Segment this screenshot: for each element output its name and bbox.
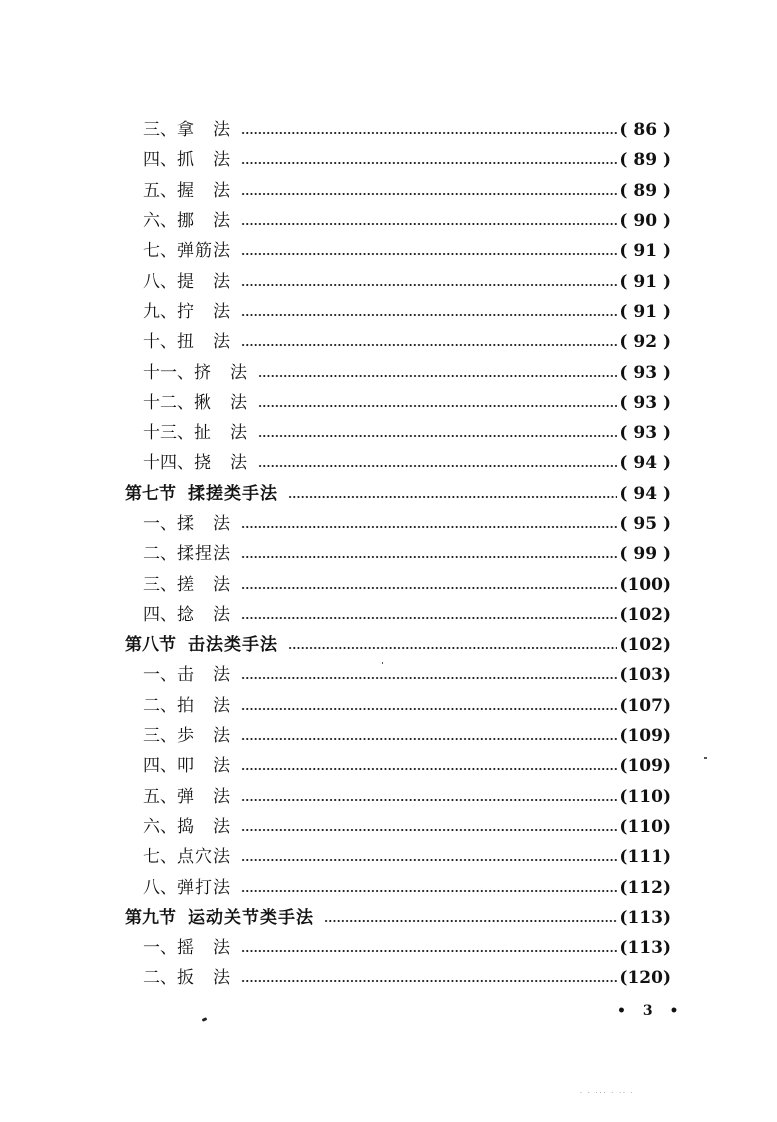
entry-number: 四、: [143, 604, 177, 625]
toc-entry[interactable]: [125, 236, 671, 266]
dot-leader: [241, 223, 617, 225]
entry-number: 五、: [143, 180, 177, 201]
toc-entry[interactable]: [125, 872, 671, 902]
entry-page: (110): [619, 816, 671, 837]
dot-leader: [258, 435, 617, 437]
dot-leader: [241, 344, 617, 346]
entry-number: 五、: [143, 786, 177, 807]
ink-speck: [704, 757, 707, 759]
section-number: 第九节: [125, 907, 176, 928]
entry-title: 揪 法: [194, 392, 248, 413]
entry-number: 八、: [143, 877, 177, 898]
toc-entry[interactable]: [125, 206, 671, 236]
entry-number: 十四、: [143, 453, 194, 474]
dot-leader: [241, 526, 617, 528]
dot-leader: [241, 829, 617, 831]
dot-leader: [241, 284, 617, 286]
entry-title: 扯 法: [194, 423, 248, 444]
entry-title: 挠 法: [194, 453, 248, 474]
toc-entry[interactable]: [125, 963, 671, 993]
entry-number: 十一、: [143, 362, 194, 383]
entry-page: ( 93 ): [619, 392, 671, 413]
entry-title: 点穴法: [177, 847, 231, 868]
entry-title: 拿 法: [177, 120, 231, 141]
dot-leader: [241, 132, 617, 134]
entry-title: 弹筋法: [177, 241, 231, 262]
toc-entry[interactable]: [125, 782, 671, 812]
dot-leader: [241, 738, 617, 740]
entry-number: 十三、: [143, 423, 194, 444]
dot-leader: [241, 617, 617, 619]
entry-number: 十、: [143, 332, 177, 353]
dot-leader: [241, 708, 617, 710]
entry-page: (113): [619, 907, 671, 928]
entry-page: (109): [619, 726, 671, 747]
toc-entry[interactable]: [125, 115, 671, 145]
entry-page: (100): [619, 574, 671, 595]
dot-leader: [288, 496, 617, 498]
toc-entry[interactable]: [125, 812, 671, 842]
dot-leader: [241, 314, 617, 316]
entry-title: 拍 法: [177, 695, 231, 716]
entry-page: ( 89 ): [619, 180, 671, 201]
dot-leader: [324, 920, 617, 922]
dot-leader: [241, 162, 617, 164]
toc-section-heading[interactable]: [125, 903, 671, 933]
entry-page: ( 94 ): [619, 483, 671, 504]
entry-title: 挤 法: [194, 362, 248, 383]
toc-entry[interactable]: [125, 266, 671, 296]
dot-leader: [241, 556, 617, 558]
entry-number: 十二、: [143, 392, 194, 413]
dot-leader: [241, 950, 617, 952]
toc-entry[interactable]: [125, 176, 671, 206]
entry-page: ( 86 ): [619, 120, 671, 141]
entry-page: (110): [619, 786, 671, 807]
entry-page: ( 91 ): [619, 271, 671, 292]
entry-number: 一、: [143, 514, 177, 534]
dot-leader: [241, 587, 617, 589]
entry-title: 拧 法: [177, 301, 231, 322]
entry-page: ( 94 ): [619, 453, 671, 474]
entry-page: ( 89 ): [619, 150, 671, 171]
toc-entry[interactable]: [125, 297, 671, 327]
entry-title: 抓 法: [177, 150, 231, 171]
entry-number: 六、: [143, 816, 177, 837]
entry-number: 八、: [143, 271, 177, 292]
dot-leader: [241, 980, 617, 982]
entry-number: 二、: [143, 968, 177, 989]
dot-leader: [241, 768, 617, 770]
entry-page: ( 95 ): [619, 514, 671, 534]
dot-leader: [241, 859, 617, 861]
entry-title: 弹 法: [177, 786, 231, 807]
entry-number: 七、: [143, 847, 177, 868]
entry-title: 摇 法: [177, 938, 231, 959]
entry-page: ( 91 ): [619, 241, 671, 262]
entry-title: 捣 法: [177, 816, 231, 837]
page-number: • 3 •: [617, 1003, 685, 1019]
ink-speck: [202, 1017, 208, 1022]
entry-number: 一、: [143, 665, 177, 686]
section-title: 运动关节类手法: [188, 907, 314, 928]
toc-entry[interactable]: [125, 660, 671, 690]
entry-page: ( 93 ): [619, 362, 671, 383]
toc-entry[interactable]: [125, 448, 671, 478]
entry-title: 提 法: [177, 271, 231, 292]
dot-leader: [258, 405, 617, 407]
toc-entry[interactable]: [125, 418, 671, 448]
entry-title: 握 法: [177, 180, 231, 201]
dot-leader: [241, 677, 617, 679]
entry-page: ( 99 ): [619, 544, 671, 565]
entry-page: (103): [619, 665, 671, 686]
entry-title: 击 法: [177, 665, 231, 686]
entry-page: (107): [619, 695, 671, 716]
ink-speck: [382, 662, 383, 664]
toc-entry[interactable]: [125, 842, 671, 872]
entry-page: (102): [619, 604, 671, 625]
toc-section-heading[interactable]: [125, 630, 671, 660]
entry-number: 七、: [143, 241, 177, 262]
toc-section-heading[interactable]: [125, 479, 671, 509]
section-number: 第七节: [125, 483, 176, 504]
entry-title: 扳 法: [177, 968, 231, 989]
toc-entry[interactable]: [125, 721, 671, 751]
entry-number: 三、: [143, 120, 177, 141]
entry-number: 六、: [143, 211, 177, 232]
dot-leader: [241, 890, 617, 892]
dot-leader: [241, 799, 617, 801]
section-title: 揉搓类手法: [188, 483, 278, 504]
toc-entry[interactable]: [125, 569, 671, 599]
entry-page: ( 90 ): [619, 211, 671, 232]
entry-title: 揉捏法: [177, 544, 231, 565]
toc-entry[interactable]: [125, 691, 671, 721]
entry-page: (113): [619, 938, 671, 959]
entry-number: 二、: [143, 544, 177, 565]
entry-title: 弹打法: [177, 877, 231, 898]
entry-title: 捻 法: [177, 604, 231, 625]
entry-title: 揉 法: [177, 514, 231, 534]
toc-entry[interactable]: [125, 327, 671, 357]
scan-artifact: · · ··· · ·· ·: [580, 1090, 635, 1097]
entry-page: (102): [619, 635, 671, 656]
entry-title: 扭 法: [177, 332, 231, 353]
entry-title: 叩 法: [177, 756, 231, 777]
entry-number: 一、: [143, 938, 177, 959]
entry-title: 挪 法: [177, 211, 231, 232]
toc-entry[interactable]: [125, 751, 671, 781]
entry-number: 四、: [143, 756, 177, 777]
dot-leader: [258, 465, 617, 467]
entry-number: 九、: [143, 301, 177, 322]
entry-number: 二、: [143, 695, 177, 716]
toc-entry[interactable]: [125, 357, 671, 387]
entry-page: (120): [619, 968, 671, 989]
toc-entry[interactable]: [125, 600, 671, 630]
dot-leader: [241, 193, 617, 195]
entry-number: 四、: [143, 150, 177, 171]
entry-page: ( 93 ): [619, 423, 671, 444]
section-number: 第八节: [125, 635, 176, 656]
entry-page: ( 91 ): [619, 301, 671, 322]
toc-entry[interactable]: [125, 145, 671, 175]
dot-leader: [258, 375, 617, 377]
dot-leader: [288, 647, 617, 649]
entry-number: 三、: [143, 726, 177, 747]
toc-entry[interactable]: [125, 933, 671, 963]
entry-page: (111): [619, 847, 671, 868]
entry-page: (109): [619, 756, 671, 777]
toc-entry[interactable]: [125, 509, 671, 539]
section-title: 击法类手法: [188, 635, 278, 656]
entry-page: ( 92 ): [619, 332, 671, 353]
dot-leader: [241, 253, 617, 255]
entry-page: (112): [619, 877, 671, 898]
entry-number: 三、: [143, 574, 177, 595]
toc-entry[interactable]: [125, 388, 671, 418]
table-of-contents: [125, 115, 671, 994]
entry-title: 搓 法: [177, 574, 231, 595]
toc-entry[interactable]: [125, 539, 671, 569]
entry-title: 歩 法: [177, 726, 231, 747]
